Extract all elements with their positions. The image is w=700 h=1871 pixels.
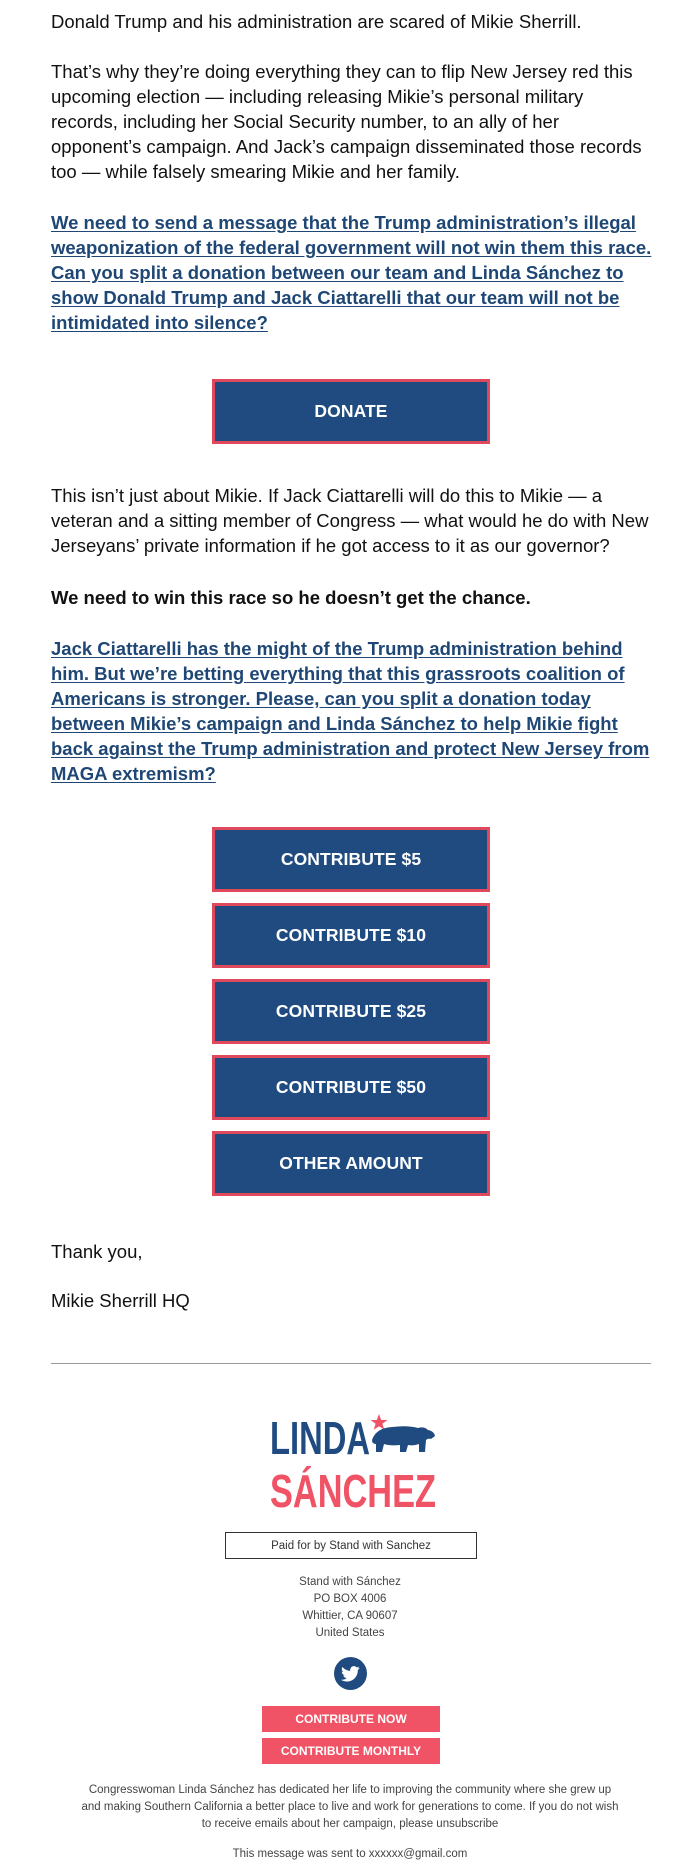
sent-to-notice: This message was sent to xxxxxx@gmail.com	[232, 1848, 468, 1860]
contribute-5-button[interactable]	[212, 827, 490, 892]
contribute-50-label: CONTRIBUTE $50	[275, 1077, 427, 1097]
donate-appeal-link[interactable]: We need to send a message that the Trump administration’s illegal weaponization of the federal government will not win them this race. Can you split a donation between our team and Linda Sánchez to show Donald Trump and Jack Ciattarelli that our team will not be intimidated into silence?	[51, 212, 652, 333]
donate-button-label: DONATE	[314, 401, 388, 421]
argument-paragraph: This isn’t just about Mikie. If Jack Ciattarelli will do this to Mikie — a veteran and a sitting member of Congress — what would he do with New Jerseyans’ private information if he got access to it as our governor?	[51, 485, 649, 556]
contribute-10-button[interactable]	[212, 903, 490, 968]
contribute-monthly-button[interactable]	[262, 1738, 440, 1764]
twitter-icon	[341, 1666, 360, 1682]
twitter-link[interactable]	[334, 1657, 367, 1690]
emphasis-paragraph: We need to win this race so he doesn’t get the chance.	[51, 587, 531, 608]
signature: Mikie Sherrill HQ	[51, 1290, 190, 1311]
contribute-5-label: CONTRIBUTE $5	[280, 849, 422, 869]
bear-icon	[372, 1426, 435, 1452]
other-amount-label: OTHER AMOUNT	[279, 1153, 423, 1173]
contribute-25-label: CONTRIBUTE $25	[275, 1001, 427, 1021]
other-amount-button[interactable]	[212, 1131, 490, 1196]
address-line-3: Whittier, CA 90607	[302, 1610, 398, 1622]
contribute-10-label: CONTRIBUTE $10	[275, 925, 427, 945]
contribute-now-button[interactable]	[262, 1706, 440, 1732]
divider	[51, 1363, 651, 1364]
paid-for-text: Paid for by Stand with Sanchez	[271, 1539, 431, 1552]
paid-for-disclaimer	[225, 1532, 477, 1559]
logo-line2: SÁNCHEZ	[270, 1465, 436, 1517]
contribute-monthly-label: CONTRIBUTE MONTHLY	[280, 1744, 422, 1758]
signoff: Thank you,	[51, 1241, 143, 1262]
donate-button[interactable]	[212, 379, 490, 444]
intro-paragraph: Donald Trump and his administration are scared of Mikie Sherrill.	[51, 11, 582, 32]
contribute-25-button[interactable]	[212, 979, 490, 1044]
contribute-50-button[interactable]	[212, 1055, 490, 1120]
footer-disclaimer: Congresswoman Linda Sánchez has dedicated her life to improving the community where she grew up and making Southern California a better place to live and work for generations to come. If you do not wish to receive emails about her campaign, please unsubscribe	[81, 1784, 619, 1830]
star-icon	[371, 1414, 388, 1430]
linda-sanchez-logo	[268, 1410, 438, 1517]
contribute-now-label: CONTRIBUTE NOW	[295, 1712, 407, 1726]
address-line-4: United States	[315, 1627, 385, 1639]
address-line-2: PO BOX 4006	[313, 1593, 387, 1605]
address-line-1: Stand with Sánchez	[299, 1576, 401, 1588]
context-paragraph: That’s why they’re doing everything they can to flip New Jersey red this upcoming election — including releasing Mikie’s personal military records, including her Social Security number, to an ally of her opponent’s campaign. And Jack’s campaign disseminated those records too — while falsely smearing Mikie and her family.	[51, 61, 642, 182]
logo-line1: LINDA	[270, 1412, 370, 1464]
split-donation-link[interactable]: Jack Ciattarelli has the might of the Trump administration behind him. But we’re betting everything that this grassroots coalition of Americans is stronger. Please, can you split a donation today between Mikie’s campaign and Linda Sánchez to help Mikie fight back against the Trump administration and protect New Jersey from MAGA extremism?	[51, 638, 650, 784]
